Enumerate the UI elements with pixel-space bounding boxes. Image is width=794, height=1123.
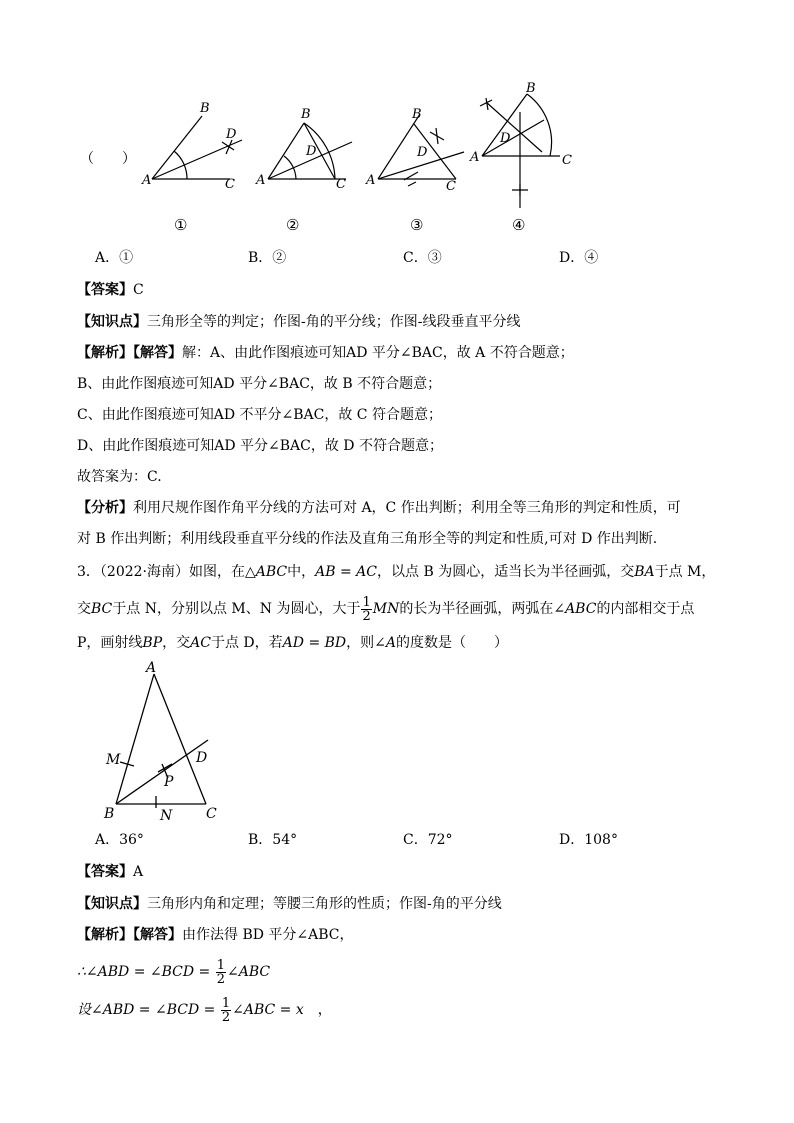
analysis-tag: 【解析】【解答】 (77, 927, 182, 943)
f3-number: ③ (410, 216, 424, 234)
frac-den: 2 (362, 608, 371, 624)
q3-text: 3．（2022·海南）如图，在△ (77, 564, 256, 580)
f2-label-B: B (301, 107, 311, 122)
f2-label-A: A (256, 173, 266, 188)
equation-text: ∴∠ABD = ∠BCD = (77, 964, 215, 980)
f1-label-A: A (142, 173, 152, 188)
q3-label-A: A (146, 660, 157, 676)
f4-number: ④ (512, 216, 526, 234)
q3-label-M: M (106, 752, 121, 768)
q2-option-c: C．③ (403, 250, 442, 266)
q3-analysis-line-1 (77, 925, 354, 945)
q3-stem-line-1 (77, 562, 715, 582)
q3-math: ABC (565, 601, 597, 617)
q2-option-b: B．② (248, 250, 287, 266)
knowledge-tag: 【知识点】 (77, 896, 147, 912)
q2-answer-line (77, 280, 144, 300)
q3-option-b: B．54° (248, 832, 298, 848)
f4-label-C: C (562, 153, 572, 168)
q3-math: AB = AC (315, 564, 377, 580)
f3-label-B: B (412, 107, 422, 122)
q3-label-D: D (196, 750, 208, 766)
f3-label-D: D (417, 145, 428, 160)
q3-math: MN (372, 601, 400, 617)
fraction-half (216, 959, 226, 986)
f4-label-A: A (470, 150, 480, 165)
q3-text: 于点 M， (654, 564, 716, 580)
q3-option-d: D．108° (559, 832, 618, 848)
answer-tag: 【答案】 (77, 864, 133, 880)
knowledge-tag: 【知识点】 (77, 314, 147, 330)
f1-label-D: D (226, 127, 237, 142)
q2-fenxi-line-2: 对 B 作出判断；利用线段垂直平分线的作法及直角三角形全等的判定和性质,可对 D 作出判断. (77, 531, 658, 547)
analysis-tag: 【解析】【解答】 (77, 345, 182, 361)
fenxi-text: 利用尺规作图作角平分线的方法可对 A，C 作出判断；利用全等三角形的判定和性质，可 (133, 500, 681, 516)
q3-option-a: A．36° (95, 832, 144, 848)
answer-tag: 【答案】 (77, 282, 133, 298)
figure-1 (152, 116, 242, 179)
knowledge-points: 三角形内角和定理；等腰三角形的性质；作图-角的平分线 (147, 896, 502, 912)
f1-label-C: C (225, 177, 235, 192)
f4-label-D: D (500, 131, 511, 146)
q2-analysis-line-1 (77, 343, 574, 363)
f4-label-B: B (526, 81, 536, 96)
q3-text: 于点 D，若 (210, 635, 283, 651)
frac-num: 1 (216, 957, 226, 973)
answer-value: A (133, 864, 144, 880)
q3-math: A (385, 635, 396, 651)
equation-text: ∠ABC (227, 964, 271, 980)
q3-equation-1 (77, 958, 270, 986)
q2-figures (130, 80, 600, 240)
q2-knowledge-line (77, 312, 520, 332)
q2-analysis-line-4: D、由此作图痕迹可知AD 平分∠BAC，故 D 不符合题意； (77, 438, 443, 454)
q3-math: BC (91, 601, 113, 617)
f2-number: ② (286, 216, 300, 234)
fenxi-tag: 【分析】 (77, 500, 133, 516)
frac-den: 2 (216, 971, 226, 987)
fraction-half (221, 997, 231, 1024)
figure-4 (480, 94, 560, 208)
q3-label-N: N (160, 808, 173, 824)
triangle-lines (116, 674, 208, 808)
analysis-text: 解：A、由此作图痕迹可知AD 平分∠BAC，故 A 不符合题意； (182, 345, 574, 361)
frac-num: 1 (221, 995, 231, 1011)
analysis-text: 由作法得 BD 平分∠ABC， (182, 927, 354, 943)
f1-number: ① (174, 216, 188, 234)
q3-label-C: C (206, 806, 217, 822)
q2-paren: （ ） (80, 151, 136, 167)
f3-label-A: A (366, 173, 376, 188)
q3-math: BP (142, 635, 163, 651)
q3-math: AD = BD (282, 635, 347, 651)
frac-den: 2 (221, 1009, 231, 1025)
q3-text: ，以点 B 为圆心，适当长为半径画弧，交 (377, 564, 635, 580)
q2-fenxi-line-1 (77, 498, 681, 518)
knowledge-points: 三角形全等的判定；作图-角的平分线；作图-线段垂直平分线 (147, 314, 521, 330)
q3-text: 于点 N，分别以点 M、N 为圆心，大于 (112, 601, 361, 617)
q2-analysis-line-2: B、由此作图痕迹可知AD 平分∠BAC，故 B 不符合题意； (77, 376, 442, 392)
q3-stem-line-2 (77, 595, 694, 623)
q3-text: 中， (287, 564, 316, 580)
q3-text: 的内部相交于点 (596, 601, 695, 617)
q3-triangle-figure (96, 658, 236, 828)
q3-knowledge-line (77, 894, 502, 914)
fraction-half (361, 596, 371, 623)
q3-text: ，交 (162, 635, 191, 651)
q3-text: 的度数是（ ） (396, 635, 508, 651)
q3-stem-line-3 (77, 633, 508, 653)
f1-label-B: B (200, 101, 210, 116)
q3-label-P: P (164, 774, 174, 790)
f3-label-C: C (446, 179, 456, 194)
f2-label-C: C (336, 177, 346, 192)
equation-text: ， (317, 1002, 332, 1018)
q3-math: BA (634, 564, 655, 580)
q3-text: 的长为半径画弧，两弧在∠ (399, 601, 566, 617)
f2-label-D: D (306, 144, 317, 159)
q2-option-d: D．④ (559, 250, 599, 266)
q3-text: P，画射线 (77, 635, 143, 651)
q3-text: 交 (77, 601, 91, 617)
q2-analysis-line-3: C、由此作图痕迹可知AD 不平分∠BAC，故 C 符合题意； (77, 407, 442, 423)
q3-math: ABC (255, 564, 288, 580)
q3-answer-line (77, 862, 143, 882)
q3-math: AC (190, 635, 211, 651)
equation-text: ∠ABC = x (232, 1002, 304, 1018)
q3-label-B: B (104, 806, 115, 822)
frac-num: 1 (362, 594, 371, 610)
q3-text: ，则∠ (346, 635, 386, 651)
q2-option-a: A．① (95, 250, 134, 266)
q2-analysis-line-5: 故答案为：C. (77, 469, 162, 485)
answer-value: C (133, 282, 144, 298)
q3-option-c: C．72° (403, 832, 453, 848)
equation-text: 设∠ABD = ∠BCD = (77, 1002, 220, 1018)
q3-equation-2 (77, 996, 332, 1024)
